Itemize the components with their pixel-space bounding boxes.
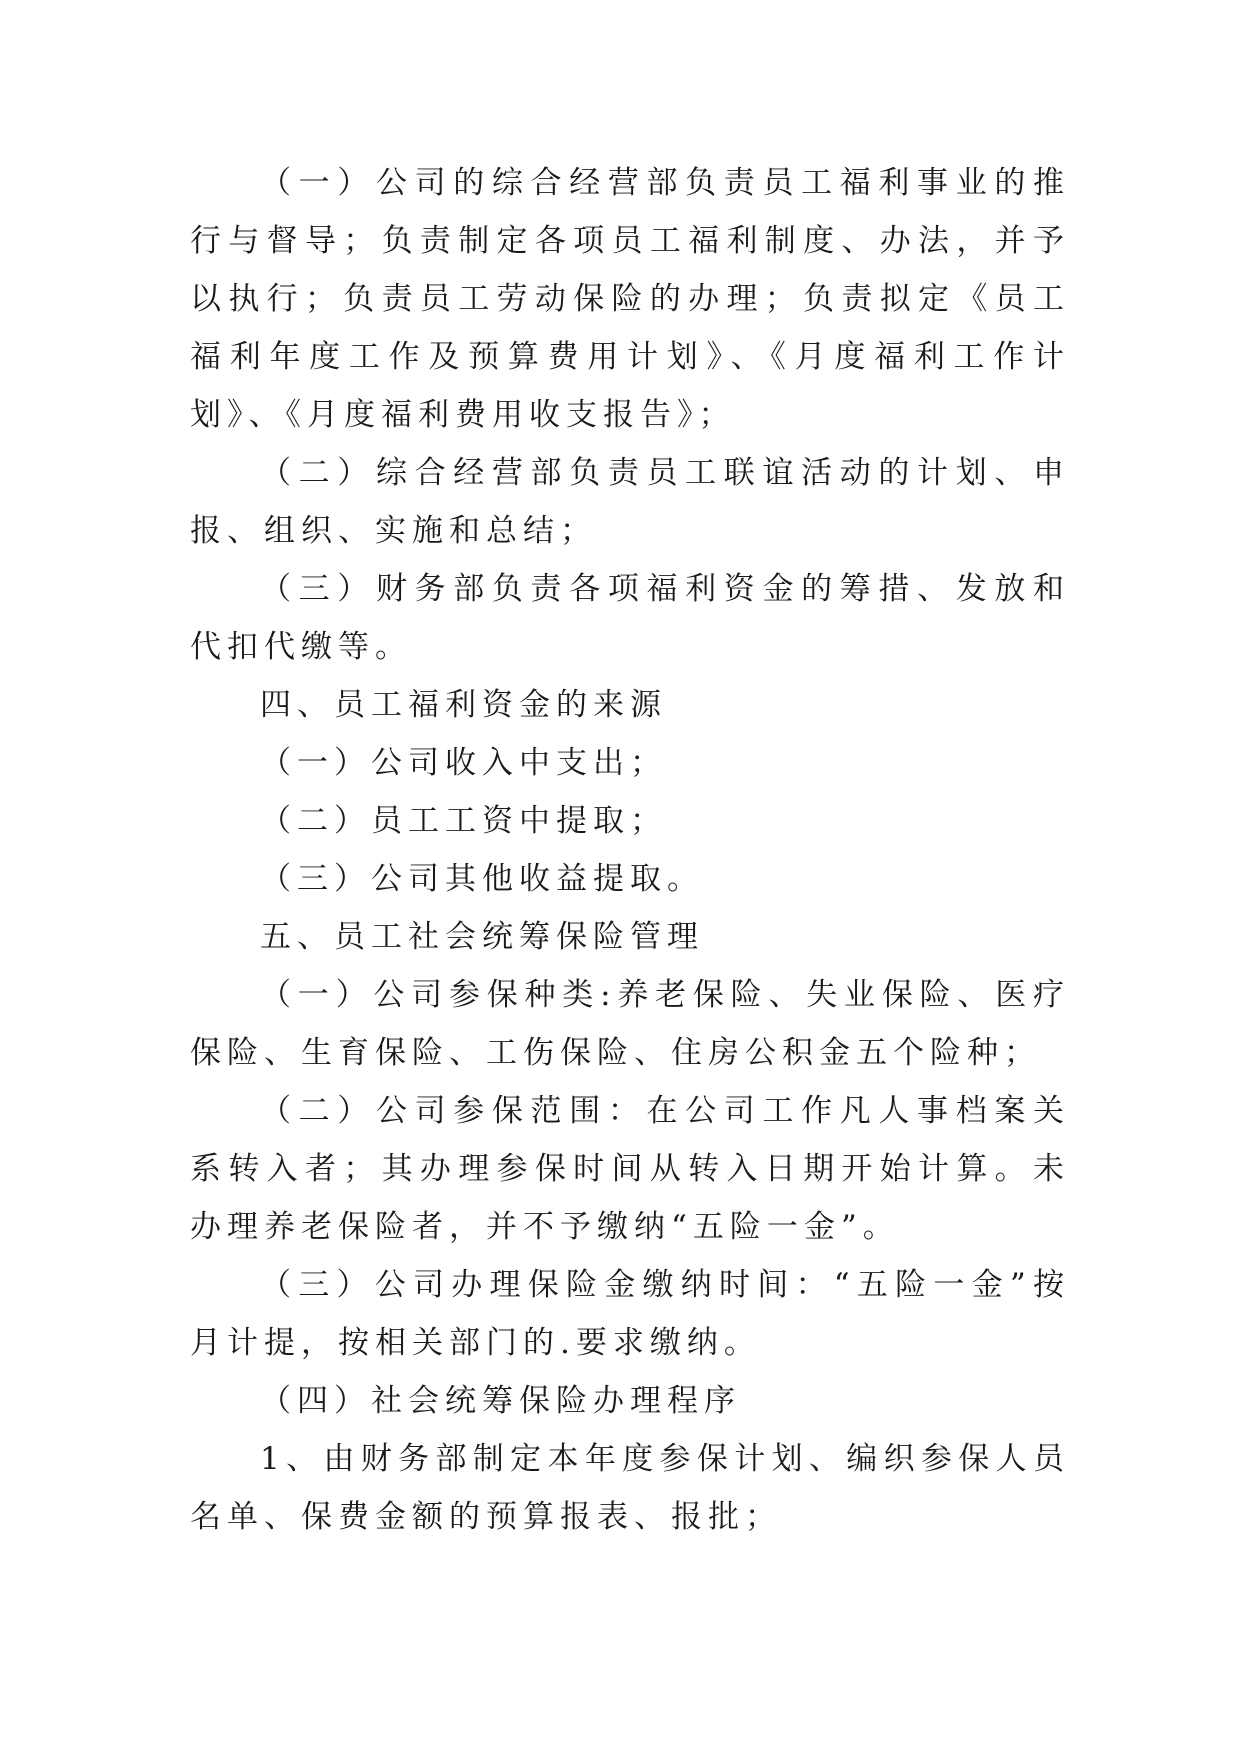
section-heading-5: 五、员工社会统筹保险管理 bbox=[260, 919, 704, 955]
document-body bbox=[190, 154, 1070, 1546]
section-heading-4: 四、员工福利资金的来源 bbox=[260, 687, 667, 723]
paragraph-1: （一）公司的综合经营部负责员工福利事业的推行与督导；负责制定各项员工福利制度、办法，并予以执行；负责员工劳动保险的办理；负责拟定《员工福利年度工作及预算费用计划》、《月度福利工作计划》、《月度福利费用收支报告》； bbox=[190, 165, 1070, 433]
paragraph-13: 1、由财务部制定本年度参保计划、编织参保人员名单、保费金额的预算报表、报批； bbox=[190, 1441, 1070, 1535]
paragraph-7: （三）公司其他收益提取。 bbox=[260, 861, 704, 897]
paragraph-10: （二）公司参保范围：在公司工作凡人事档案关系转入者；其办理参保时间从转入日期开始计算。未办理养老保险者，并不予缴纳“五险一金”。 bbox=[190, 1093, 1070, 1245]
paragraph-5: （一）公司收入中支出； bbox=[260, 745, 667, 781]
paragraph-11: （三）公司办理保险金缴纳时间：“五险一金”按月计提，按相关部门的.要求缴纳。 bbox=[190, 1267, 1070, 1361]
paragraph-9: （一）公司参保种类:养老保险、失业保险、医疗保险、生育保险、工伤保险、住房公积金五个险种； bbox=[190, 977, 1070, 1071]
paragraph-12: （四）社会统筹保险办理程序 bbox=[260, 1383, 741, 1419]
paragraph-2: （二）综合经营部负责员工联谊活动的计划、申报、组织、实施和总结； bbox=[190, 455, 1070, 549]
paragraph-3: （三）财务部负责各项福利资金的筹措、发放和代扣代缴等。 bbox=[190, 571, 1070, 665]
paragraph-6: （二）员工工资中提取； bbox=[260, 803, 667, 839]
